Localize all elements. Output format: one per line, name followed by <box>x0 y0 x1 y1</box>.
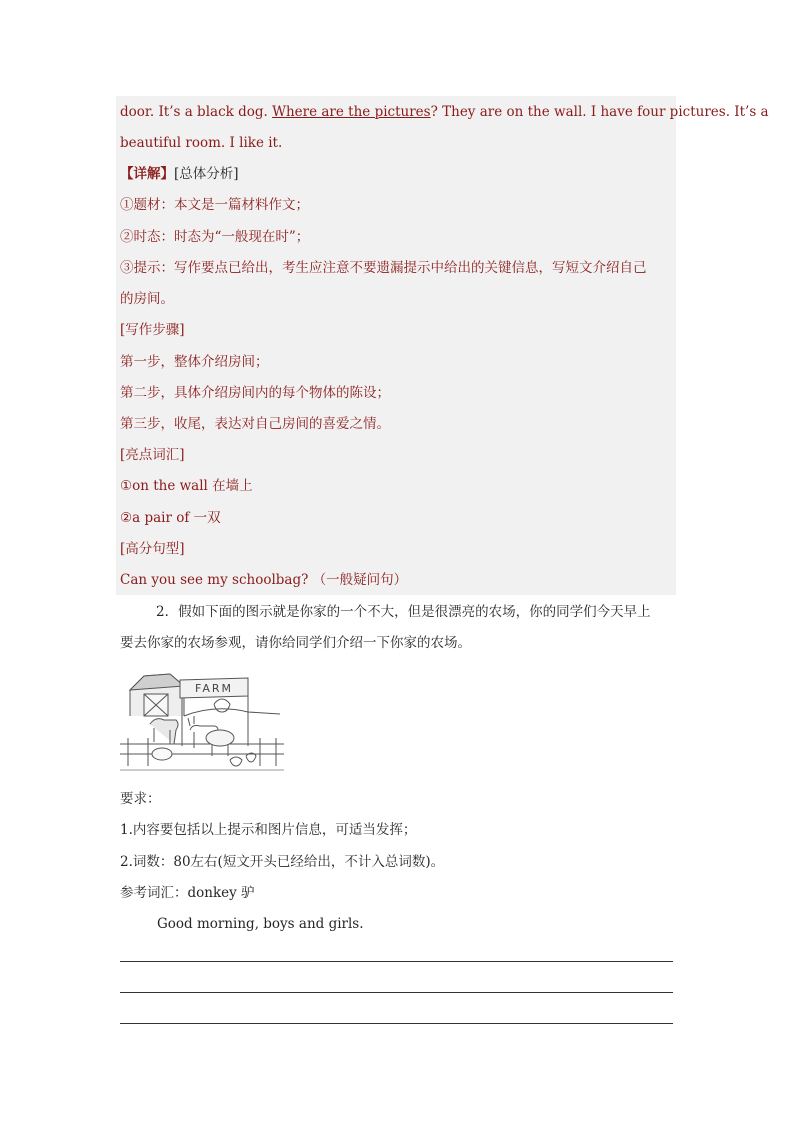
step-3: 第三步，收尾，表达对自己房间的喜爱之情。 <box>120 416 390 432</box>
requirement-2: 2.词数：80左右(短文开头已经给出，不计入总词数)。 <box>120 854 445 870</box>
sentence-example: Can you see my schoolbag? （一般疑问句） <box>120 572 408 588</box>
steps-heading: [写作步骤] <box>120 322 185 338</box>
detail-heading-label: 【详解】 <box>120 166 174 182</box>
step-1: 第一步，整体介绍房间； <box>120 354 269 370</box>
analysis-item-3-cont: 的房间。 <box>120 291 174 307</box>
answer-line-1-part2: ? They are on the wall. I have four pictures. It’s a <box>430 104 769 120</box>
analysis-item-3: ③提示：写作要点已给出，考生应注意不要遗漏提示中给出的关键信息，写短文介绍自己 <box>120 260 647 276</box>
vocab-heading: [亮点词汇] <box>120 447 185 463</box>
detail-heading-subtitle: [总体分析] <box>174 166 239 182</box>
vocab-item-1: ①on the wall 在墙上 <box>120 478 253 494</box>
answer-line-2: beautiful room. I like it. <box>120 135 283 151</box>
farm-illustration <box>120 666 284 774</box>
question-2-prompt-line-2: 要去你家的农场参观，请你给同学们介绍一下你家的农场。 <box>120 635 471 651</box>
detail-heading <box>120 164 239 184</box>
requirements-heading: 要求： <box>120 791 161 807</box>
reference-vocabulary: 参考词汇：donkey 驴 <box>120 885 255 901</box>
essay-opening: Good morning, boys and girls. <box>157 916 364 932</box>
analysis-item-2: ②时态：时态为“一般现在时”； <box>120 229 310 245</box>
question-2-prompt-line-1: 2．假如下面的图示就是你家的一个不大，但是很漂亮的农场，你的同学们今天早上 <box>156 604 651 620</box>
answer-underlined-phrase: Where are the pictures <box>272 104 431 120</box>
answer-line-1-part1: door. It’s a black dog. <box>120 104 273 120</box>
answer-line-blank-3[interactable] <box>120 1023 673 1024</box>
sentence-heading: [高分句型] <box>120 541 185 557</box>
farm-sign-text: FARM <box>195 682 233 695</box>
step-2: 第二步，具体介绍房间内的每个物体的陈设； <box>120 385 390 401</box>
answer-line-1 <box>120 102 769 122</box>
answer-line-blank-2[interactable] <box>120 992 673 993</box>
vocab-item-2: ②a pair of 一双 <box>120 510 221 526</box>
analysis-item-1: ①题材：本文是一篇材料作文； <box>120 197 309 213</box>
answer-line-blank-1[interactable] <box>120 961 673 962</box>
requirement-1: 1.内容要包括以上提示和图片信息，可适当发挥； <box>120 822 417 838</box>
